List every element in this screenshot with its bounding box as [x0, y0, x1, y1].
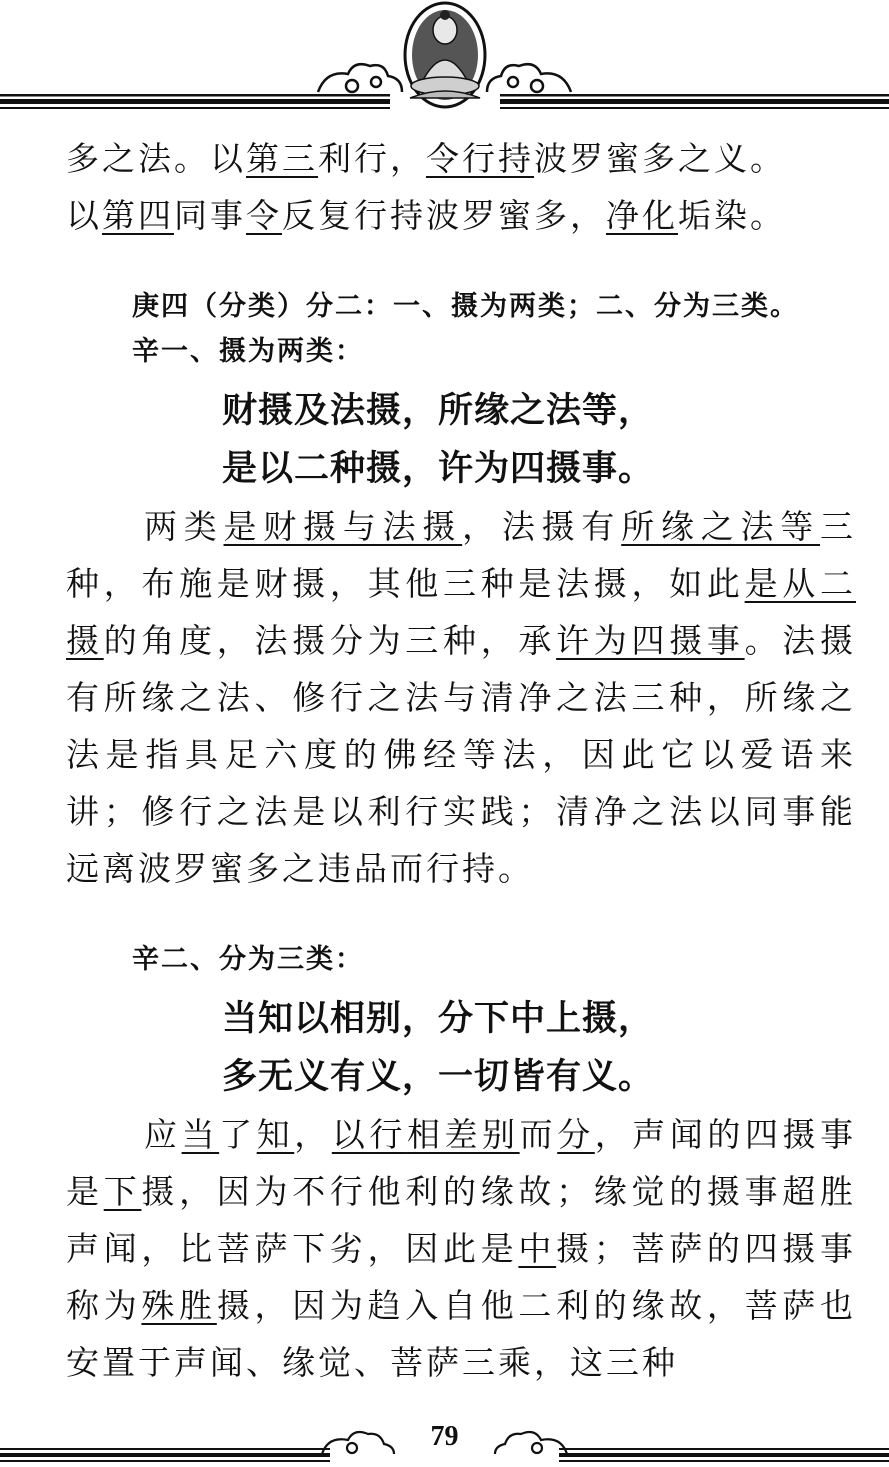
underlined-text: 以行 [331, 1115, 407, 1154]
text-run: 利行， [318, 139, 426, 178]
text-run: 的角度，法摄分为三种，承 [103, 621, 557, 660]
subsection-heading: 辛一、摄为两类： [132, 336, 364, 367]
text-run: 以 [66, 196, 102, 235]
buddha-figure-icon [405, 3, 485, 107]
header-ornament [0, 0, 889, 115]
underlined-text: 知 [256, 1115, 295, 1154]
line-2 [66, 196, 786, 235]
text-run: 而 [519, 1115, 558, 1154]
underlined-text: 分 [557, 1115, 595, 1154]
underlined-text: 第三 [246, 139, 318, 178]
underlined-text: 净化 [606, 196, 678, 235]
underlined-text: 所缘之法等 [621, 507, 821, 546]
underlined-text: 殊胜 [141, 1286, 217, 1325]
text-run: ， [294, 1115, 332, 1154]
underlined-text: 相 [406, 1115, 445, 1154]
underlined-text: 是从二摄 [66, 564, 857, 660]
text-run: 。法摄有所缘之法、修行之法与清净之法三种，所缘之法是指具足六度的佛经等法，因此它以爱语来讲；修行之法是以利行实践；清净之法以同事能远离波罗蜜多之违品而行持。 [66, 621, 857, 888]
underlined-text: 第四 [102, 196, 174, 235]
underlined-text: 下 [103, 1172, 142, 1211]
text-run: 了 [219, 1115, 257, 1154]
text-run: 反复行持波罗蜜多， [282, 196, 606, 235]
text-run: 摄，因为不行他利的缘故；缘觉的摄事超胜声闻，比菩萨下劣，因此是 [66, 1172, 857, 1268]
verse-line: 财摄及法摄，所缘之法等， [222, 390, 655, 431]
text-run: 应 [144, 1115, 182, 1154]
text-run: 垢染。 [678, 196, 786, 235]
subsection-heading: 辛二、分为三类： [132, 944, 364, 975]
text-run: 两类 [144, 507, 224, 546]
underlined-text: 令行持 [426, 139, 534, 178]
underlined-text: 令 [246, 196, 282, 235]
text-run: ，声闻的四摄事是 [66, 1115, 857, 1211]
text-run: ，法摄有 [462, 507, 622, 546]
text-run: 波罗蜜多之义。 [534, 139, 786, 178]
verse-line: 当知以相别，分下中上摄， [222, 998, 655, 1039]
text-run: 三种，布施是财摄，其他三种是法摄，如此 [66, 507, 857, 603]
text-run: 多之法。以 [66, 139, 246, 178]
commentary-paragraph [66, 498, 856, 897]
text-run: 同事 [174, 196, 246, 235]
text-run: 摄，因为趋入自他二利的缘故，菩萨也安置于声闻、缘觉、菩萨三乘，这三种 [66, 1286, 857, 1382]
underlined-text: 当 [181, 1115, 220, 1154]
line-1 [66, 139, 786, 178]
cloud-scroll-icon [318, 64, 402, 92]
page-content [66, 130, 856, 1391]
paragraph-continued [66, 130, 856, 244]
cloud-scroll-icon [487, 64, 571, 92]
underlined-text: 是财摄与法摄 [223, 507, 463, 546]
commentary-paragraph [66, 1106, 856, 1391]
underlined-text: 中 [518, 1229, 557, 1268]
verse-line: 多无义有义，一切皆有义。 [222, 1056, 655, 1097]
underlined-text: 许为四摄事 [556, 621, 745, 660]
underlined-text: 差别 [444, 1115, 520, 1154]
verse-line: 是以二种摄，许为四摄事。 [222, 448, 655, 489]
page-number: 79 [430, 1421, 459, 1452]
section-heading: 庚四（分类）分二：一、摄为两类；二、分为三类。 [132, 291, 799, 322]
text-run: 摄；菩萨的四摄事称为 [66, 1229, 857, 1325]
